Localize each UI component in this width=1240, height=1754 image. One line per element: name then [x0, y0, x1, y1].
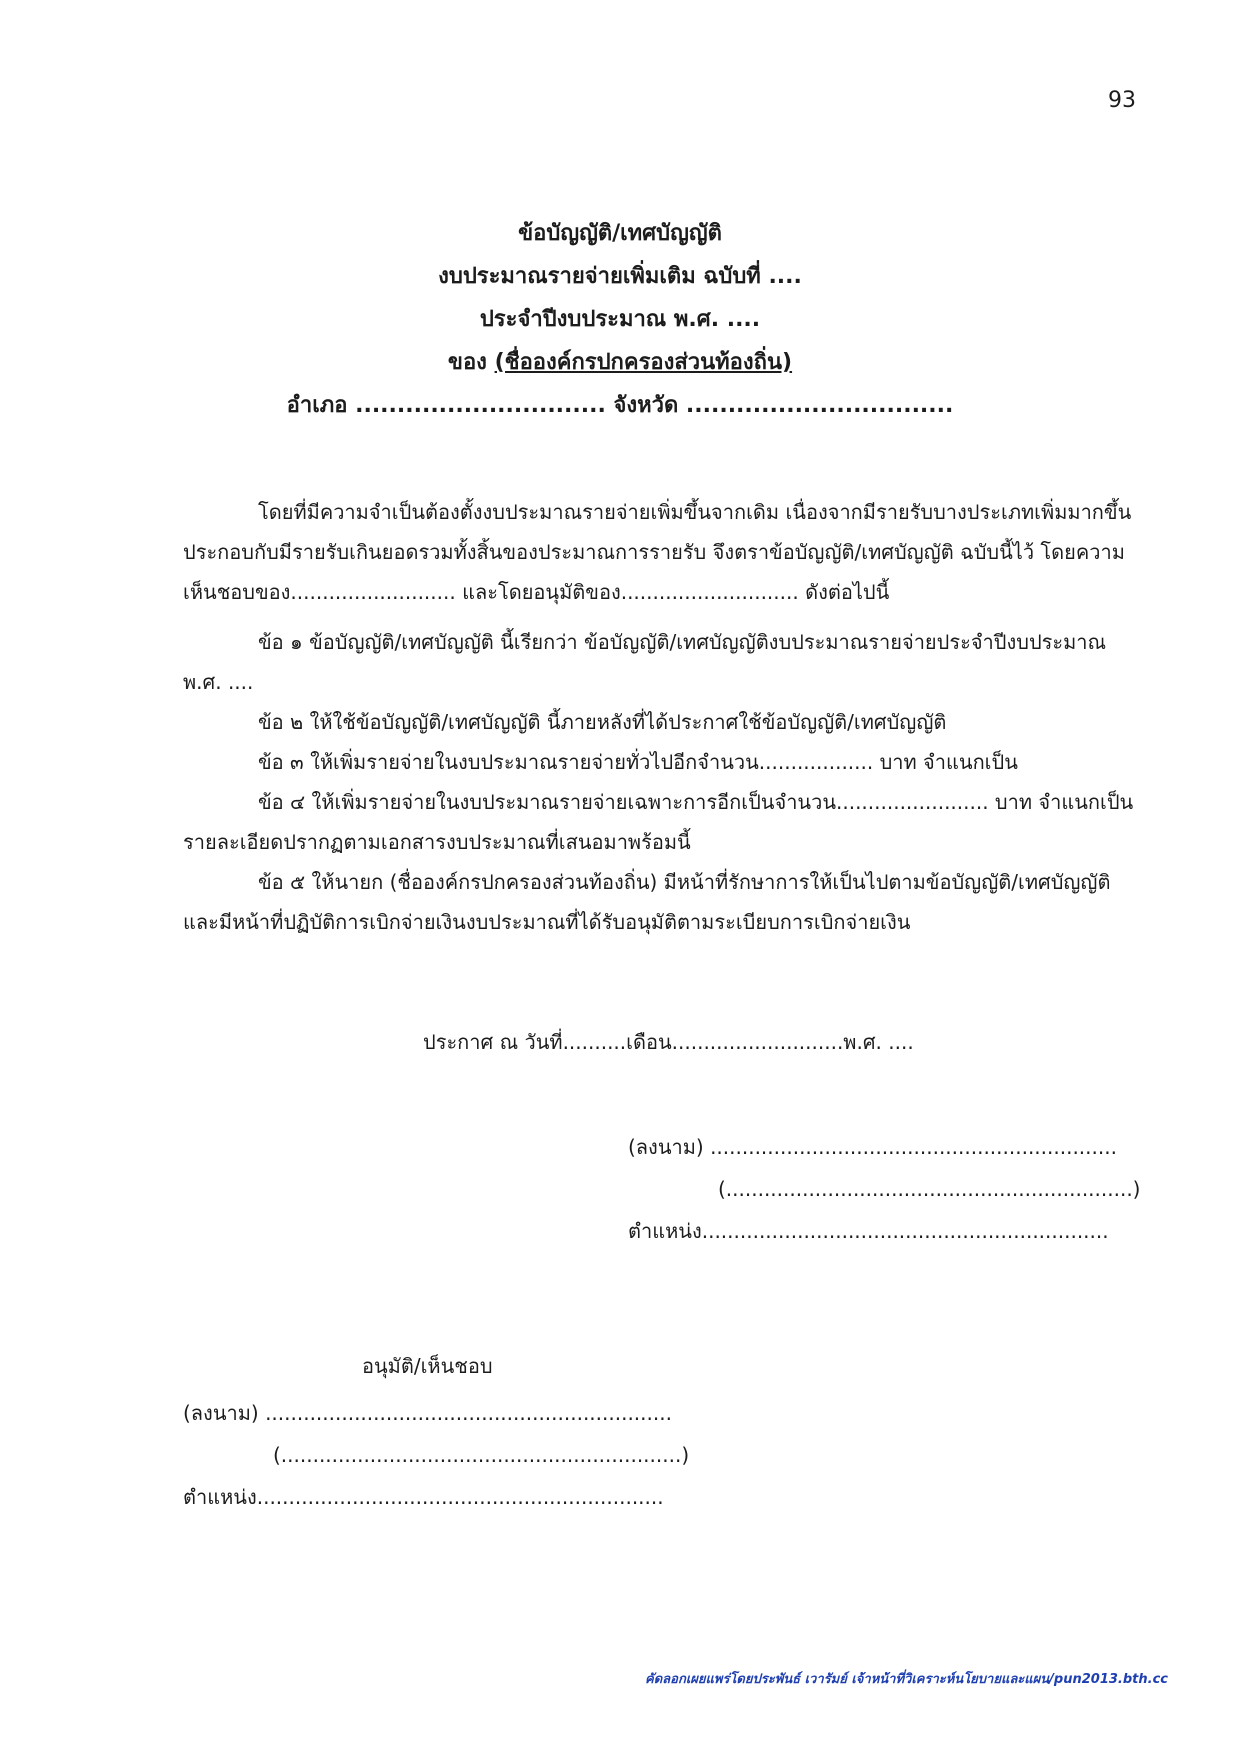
approver-name-line: (...............................................................)	[273, 1443, 690, 1467]
preamble-line-3: เห็นชอบของ.......................... และโดยอนุมัติของ............................ ดังต่อไปนี้	[183, 580, 890, 604]
approver-position-line: ตำแหน่ง................................................................	[183, 1485, 664, 1509]
approver-sign-line: (ลงนาม) ................................................................	[183, 1401, 672, 1425]
clause-2: ข้อ ๒ ให้ใช้ข้อบัญญัติ/เทศบัญญัติ นี้ภายหลังที่ได้ประกาศใช้ข้อบัญญัติ/เทศบัญญัติ	[258, 710, 947, 734]
document-body	[183, 492, 1133, 942]
page-number: 93	[1108, 88, 1136, 113]
organization-name-placeholder: (ชื่อองค์กรปกครองส่วนท้องถิ่น)	[494, 350, 793, 375]
issuer-sign-line: (ลงนาม) ................................................................	[628, 1135, 1117, 1159]
clause-5-line-2: และมีหน้าที่ปฏิบัติการเบิกจ่ายเงินงบประมาณที่ได้รับอนุมัติตามระเบียบการเบิกจ่ายเงิน	[183, 910, 911, 934]
signature-block-issuer	[628, 1126, 1140, 1252]
preamble-line-2: ประกอบกับมีรายรับเกินยอดรวมทั้งสิ้นของประมาณการรายรับ จึงตราข้อบัญญัติ/เทศบัญญัติ ฉบับนี้ไว้ โดยความ	[183, 540, 1125, 564]
signature-block-approval	[183, 1392, 689, 1518]
document-title	[0, 212, 1240, 427]
title-line-4	[0, 341, 1240, 384]
title-line-2: งบประมาณรายจ่ายเพิ่มเติม ฉบับที่ ....	[438, 264, 802, 289]
clause-3: ข้อ ๓ ให้เพิ่มรายจ่ายในงบประมาณรายจ่ายทั่วไปอีกจำนวน.................. บาท จำแนกเป็น	[258, 750, 1018, 774]
title-line-4-prefix: ของ	[447, 350, 495, 375]
preamble-line-1: โดยที่มีความจำเป็นต้องตั้งงบประมาณรายจ่ายเพิ่มขึ้นจากเดิม เนื่องจากมีรายรับบางประเภทเพิ่มมากขึ้น	[258, 500, 1132, 524]
clause-1-line-2: พ.ศ. ....	[183, 670, 254, 694]
footer-attribution: คัดลอกเผยแพร่โดยประพันธ์ เวารัมย์ เจ้าหน้าที่วิเคราะห์นโยบายและแผน/pun2013.bth.cc	[645, 1672, 1168, 1687]
title-line-3: ประจำปีงบประมาณ พ.ศ. ....	[479, 307, 761, 332]
approval-heading: อนุมัติ/เห็นชอบ	[362, 1354, 493, 1378]
clause-4-line-2: รายละเอียดปรากฏตามเอกสารงบประมาณที่เสนอมาพร้อมนี้	[183, 830, 691, 854]
clause-1-line-1: ข้อ ๑ ข้อบัญญัติ/เทศบัญญัติ นี้เรียกว่า ข้อบัญญัติ/เทศบัญญัติงบประมาณรายจ่ายประจำปีงบประมาณ	[258, 630, 1107, 654]
title-line-1: ข้อบัญญัติ/เทศบัญญัติ	[518, 221, 722, 246]
issuer-name-line: (................................................................)	[718, 1177, 1141, 1201]
issuer-position-line: ตำแหน่ง................................................................	[628, 1219, 1109, 1243]
clause-4-line-1: ข้อ ๔ ให้เพิ่มรายจ่ายในงบประมาณรายจ่ายเฉพาะการอีกเป็นจำนวน........................ บาท จำแนกเป็น	[258, 790, 1134, 814]
clause-5-line-1: ข้อ ๕ ให้นายก (ชื่อองค์กรปกครองส่วนท้องถิ่น) มีหน้าที่รักษาการให้เป็นไปตามข้อบัญญัติ/เทศบัญญัติ	[258, 870, 1111, 894]
title-line-5: อำเภอ .............................. จังหวัด ................................	[286, 393, 954, 418]
announcement-date: ประกาศ ณ วันที่..........เดือน...........................พ.ศ. ....	[423, 1030, 914, 1054]
